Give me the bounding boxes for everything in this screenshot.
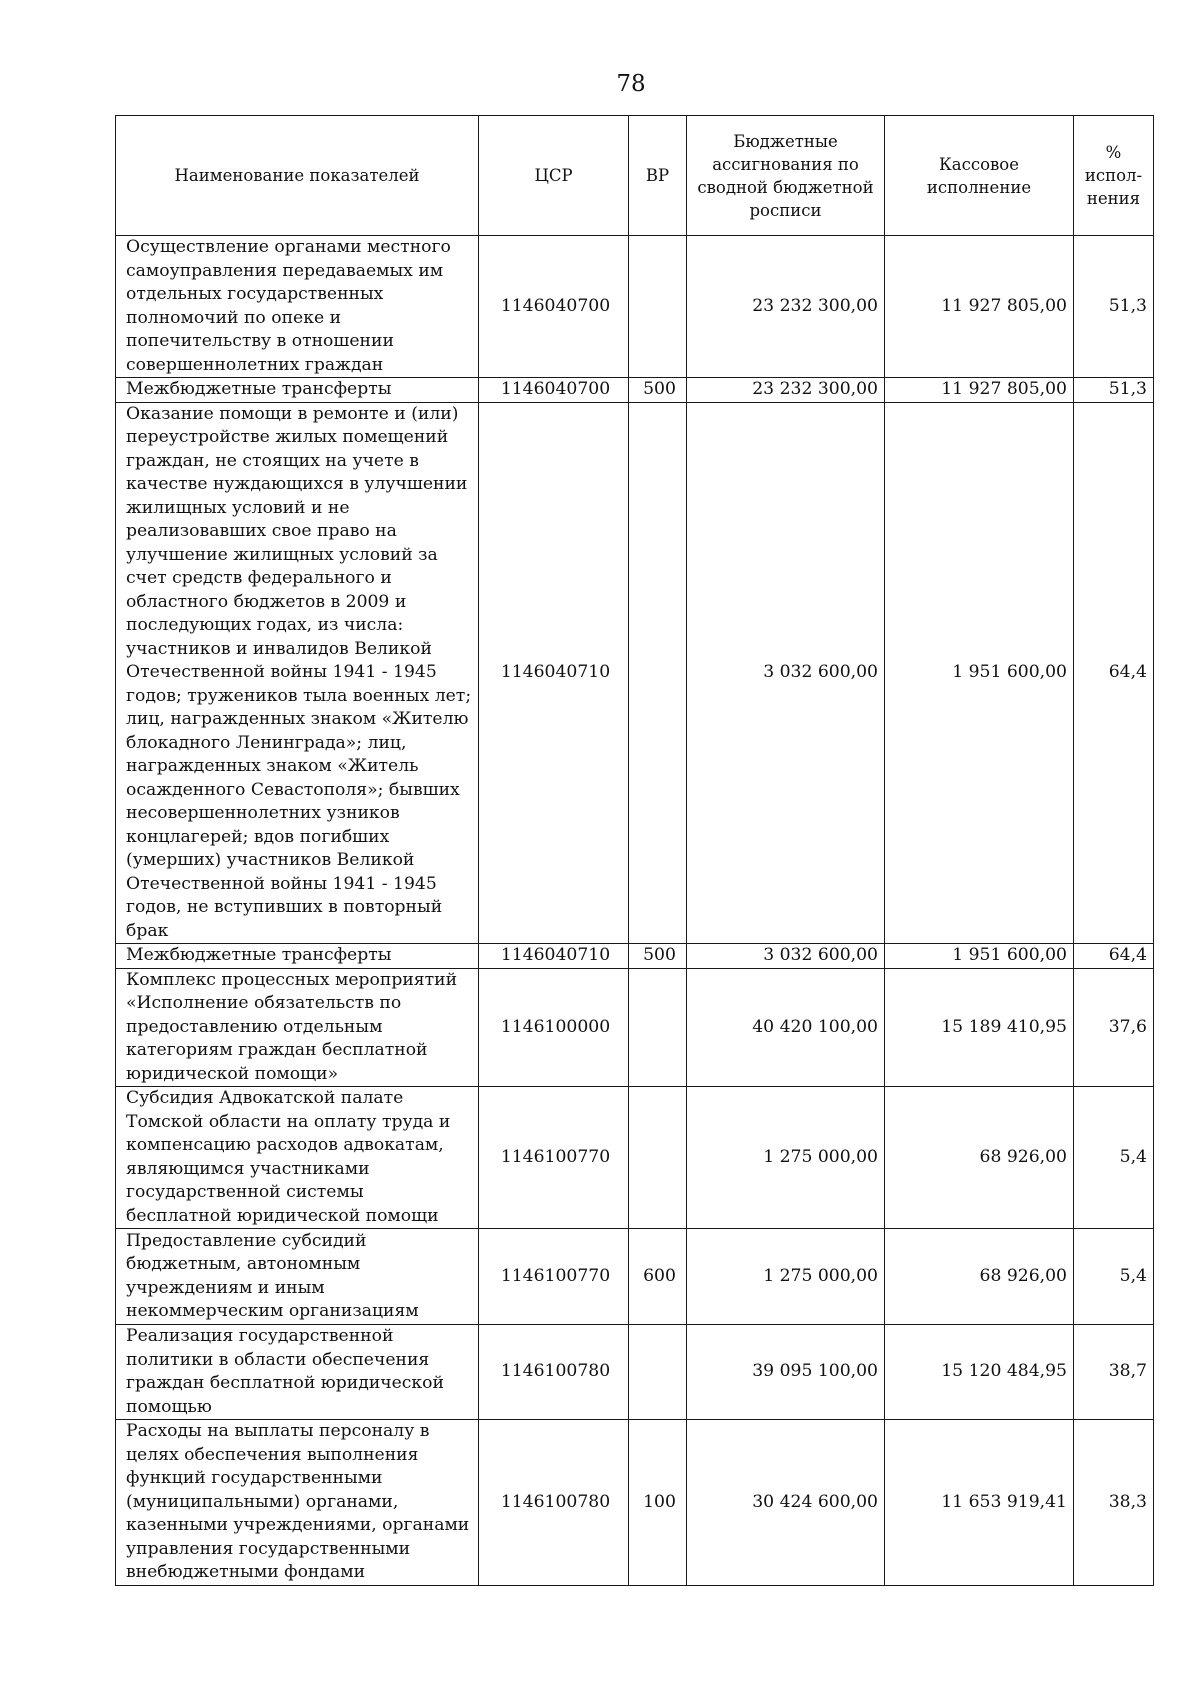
row-name: Расходы на выплаты персоналу в целях обеспечения выполнения функций государственными (муниципальными) органами, казенными учреждениями, органами управления государственными внебюджетными фондами [116, 1420, 479, 1586]
row-execution: 68 926,00 [885, 1087, 1074, 1229]
row-execution: 11 927 805,00 [885, 378, 1074, 403]
row-vr [629, 402, 687, 944]
row-execution: 1 951 600,00 [885, 402, 1074, 944]
column-header-assignments: Бюджетные ассигнования по сводной бюджетной росписи [687, 116, 885, 236]
row-percent: 64,4 [1074, 944, 1154, 969]
row-name: Предоставление субсидий бюджетным, автономным учреждениям и иным некоммерческим организациям [116, 1229, 479, 1325]
column-header-name: Наименование показателей [116, 116, 479, 236]
row-csr: 1146100770 [479, 1087, 629, 1229]
row-csr: 1146040700 [479, 236, 629, 378]
row-assignments: 30 424 600,00 [687, 1420, 885, 1586]
table-row [116, 1325, 1154, 1420]
table-row [116, 1087, 1154, 1229]
row-vr [629, 236, 687, 378]
row-vr [629, 1325, 687, 1420]
row-assignments: 40 420 100,00 [687, 968, 885, 1087]
row-csr: 1146040710 [479, 944, 629, 969]
row-percent: 5,4 [1074, 1087, 1154, 1229]
row-vr: 500 [629, 378, 687, 403]
table-row [116, 1229, 1154, 1325]
row-assignments: 1 275 000,00 [687, 1229, 885, 1325]
row-percent: 38,7 [1074, 1325, 1154, 1420]
row-execution: 11 653 919,41 [885, 1420, 1074, 1586]
table-row [116, 378, 1154, 403]
row-execution: 1 951 600,00 [885, 944, 1074, 969]
table-row [116, 944, 1154, 969]
row-percent: 5,4 [1074, 1229, 1154, 1325]
row-name: Межбюджетные трансферты [116, 378, 479, 403]
row-percent: 51,3 [1074, 236, 1154, 378]
column-header-vr: ВР [629, 116, 687, 236]
row-csr: 1146040710 [479, 402, 629, 944]
row-assignments: 23 232 300,00 [687, 236, 885, 378]
row-assignments: 3 032 600,00 [687, 944, 885, 969]
row-execution: 15 189 410,95 [885, 968, 1074, 1087]
page-number: 78 [616, 71, 646, 97]
row-percent: 51,3 [1074, 378, 1154, 403]
row-vr: 100 [629, 1420, 687, 1586]
row-csr: 1146040700 [479, 378, 629, 403]
table-row [116, 968, 1154, 1087]
row-execution: 68 926,00 [885, 1229, 1074, 1325]
row-percent: 38,3 [1074, 1420, 1154, 1586]
row-assignments: 3 032 600,00 [687, 402, 885, 944]
row-assignments: 39 095 100,00 [687, 1325, 885, 1420]
table-row [116, 236, 1154, 378]
table-row [116, 402, 1154, 944]
row-vr [629, 1087, 687, 1229]
row-name: Субсидия Адвокатской палате Томской области на оплату труда и компенсацию расходов адвокатам, являющимся участниками государственной системы бесплатной юридической помощи [116, 1087, 479, 1229]
row-assignments: 23 232 300,00 [687, 378, 885, 403]
row-execution: 11 927 805,00 [885, 236, 1074, 378]
row-name: Осуществление органами местного самоуправления передаваемых им отдельных государственных полномочий по опеке и попечительству в отношении совершеннолетних граждан [116, 236, 479, 378]
row-name: Межбюджетные трансферты [116, 944, 479, 969]
column-header-percent: % испол-нения [1074, 116, 1154, 236]
row-execution: 15 120 484,95 [885, 1325, 1074, 1420]
row-percent: 37,6 [1074, 968, 1154, 1087]
budget-execution-table [115, 115, 1154, 1586]
row-csr: 1146100770 [479, 1229, 629, 1325]
row-name: Комплекс процессных мероприятий «Исполнение обязательств по предоставлению отдельным категориям граждан бесплатной юридической помощи» [116, 968, 479, 1087]
table-header-row [116, 116, 1154, 236]
row-csr: 1146100000 [479, 968, 629, 1087]
row-vr: 500 [629, 944, 687, 969]
row-name: Оказание помощи в ремонте и (или) переустройстве жилых помещений граждан, не стоящих на учете в качестве нуждающихся в улучшении жилищных условий и не реализовавших свое право на улучшение жилищных условий за счет средств федерального и областного бюджетов в 2009 и последующих годах, из числа: участников и инвалидов Великой Отечественной войны 1941 - 1945 годов; тружеников тыла военных лет; лиц, награжденных знаком «Жителю блокадного Ленинграда»; лиц, награжденных знаком «Житель осажденного Севастополя»; бывших несовершеннолетних узников концлагерей; вдов погибших (умерших) участников Великой Отечественной войны 1941 - 1945 годов, не вступивших в повторный брак [116, 402, 479, 944]
row-name: Реализация государственной политики в области обеспечения граждан бесплатной юридической помощью [116, 1325, 479, 1420]
row-csr: 1146100780 [479, 1325, 629, 1420]
row-vr: 600 [629, 1229, 687, 1325]
table-row [116, 1420, 1154, 1586]
column-header-execution: Кассовое исполнение [885, 116, 1074, 236]
column-header-csr: ЦСР [479, 116, 629, 236]
row-csr: 1146100780 [479, 1420, 629, 1586]
row-percent: 64,4 [1074, 402, 1154, 944]
row-vr [629, 968, 687, 1087]
row-assignments: 1 275 000,00 [687, 1087, 885, 1229]
